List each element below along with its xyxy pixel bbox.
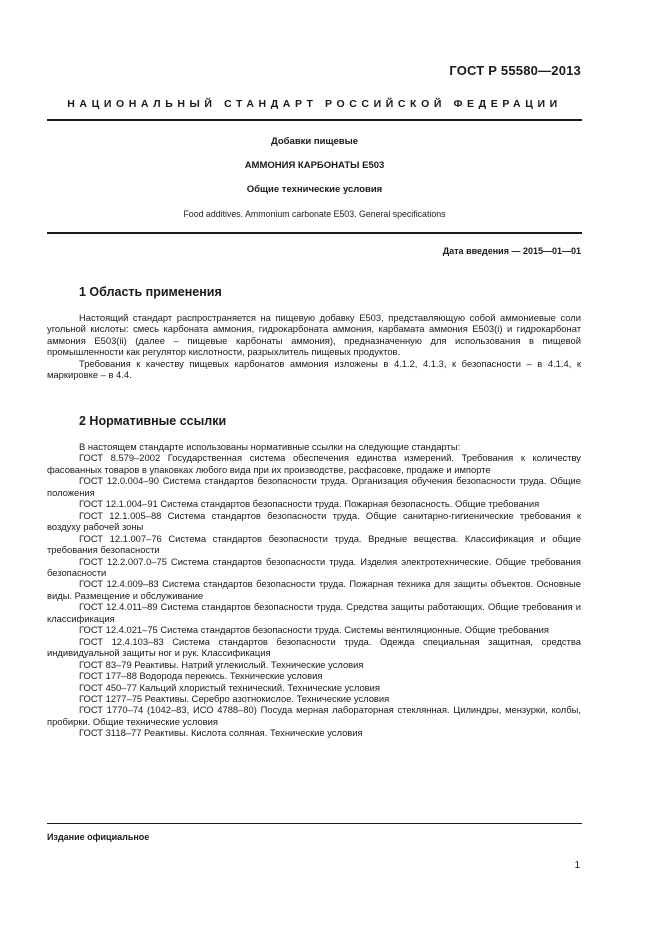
normative-reference: ГОСТ 12.4.009–83 Система стандартов безопасности труда. Пожарная техника для защиты объектов. Основные виды. Размещение и обслуживание	[47, 578, 581, 601]
normative-reference: ГОСТ 12.4.103–83 Система стандартов безопасности труда. Одежда специальная защитная, средства индивидуальной защиты ног и рук. Классификация	[47, 635, 581, 659]
normative-reference: ГОСТ 1770–74 (1042–83, ИСО 4788–80) Посуда мерная лабораторная стеклянная. Цилиндры, мензурки, колбы, пробирки. Общие технические условия	[47, 704, 581, 727]
normative-reference: ГОСТ 12.4.021–75 Система стандартов безопасности труда. Системы вентиляционные. Общие требования	[79, 624, 549, 636]
section-2-body	[47, 441, 581, 739]
official-edition-label: Издание официальное	[47, 832, 150, 842]
normative-reference: ГОСТ 12.1.004–91 Система стандартов безопасности труда. Пожарная безопасность. Общие требования	[79, 498, 540, 510]
normative-reference: ГОСТ 12.1.007–76 Система стандартов безопасности труда. Вредные вещества. Классификация и общие требования безопасности	[47, 532, 581, 556]
header-divider	[47, 119, 582, 121]
section-1-paragraph: Настоящий стандарт распространяется на пищевую добавку Е503, представляющую собой аммониевые соли угольной кислоты: смесь карбоната аммония, гидрокарбоната аммония, карбамата аммония Е503(i) и гидрокарбонат аммония Е503(ii) (далее – пищевые карбонаты аммония), предназначенную для использования в пищевой промышленности как регулятор кислотности, разрыхлитель пищевых продуктов.	[47, 312, 581, 358]
normative-reference: ГОСТ 3118–77 Реактивы. Кислота соляная. Технические условия	[79, 727, 363, 739]
section-1-paragraph: Требования к качеству пищевых карбонатов аммония изложены в 4.1.2, 4.1.3, к безопасности – в 4.1.4, к маркировке – в 4.4.	[47, 357, 581, 381]
title-subtitle: Общие технические условия	[246, 184, 383, 195]
normative-reference: ГОСТ 177–88 Водорода перекись. Технические условия	[79, 670, 323, 682]
title-category: Добавки пищевые	[270, 136, 359, 147]
title-divider	[47, 232, 582, 234]
national-standard-banner: НАЦИОНАЛЬНЫЙ СТАНДАРТ РОССИЙСКОЙ ФЕДЕРАЦИИ	[67, 98, 562, 110]
normative-reference: ГОСТ 450–77 Кальций хлористый технический. Технические условия	[79, 681, 380, 693]
normative-reference: ГОСТ 1277–75 Реактивы. Серебро азотнокислое. Технические условия	[79, 692, 390, 704]
footer-divider	[47, 823, 582, 824]
introduction-date: Дата введения — 2015—01—01	[442, 246, 581, 256]
section-1-heading: 1 Область применения	[79, 285, 222, 299]
normative-reference: ГОСТ 12.1.005–88 Система стандартов безопасности труда. Общие санитарно-гигиенические требования к воздуху рабочей зоны	[47, 509, 581, 533]
page-number: 1	[574, 860, 580, 871]
normative-reference: ГОСТ 8.579–2002 Государственная система обеспечения единства измерений. Требования к количеству фасованных товаров в упаковках любого вида при их производстве, расфасовке, продаже и импорте	[47, 452, 581, 475]
normative-reference: ГОСТ 83–79 Реактивы. Натрий углекислый. Технические условия	[79, 658, 364, 670]
title-main: АММОНИЯ КАРБОНАТЫ Е503	[244, 160, 385, 171]
normative-reference: ГОСТ 12.0.004–90 Система стандартов безопасности труда. Организация обучения безопасности труда. Общие положения	[47, 475, 581, 498]
section-1-body	[47, 312, 581, 381]
document-code: ГОСТ Р 55580—2013	[449, 63, 581, 78]
section-2-heading: 2 Нормативные ссылки	[79, 414, 227, 428]
section-2-intro: В настоящем стандарте использованы нормативные ссылки на следующие стандарты:	[79, 441, 461, 452]
normative-reference: ГОСТ 12.4.011–89 Система стандартов безопасности труда. Средства защиты работающих. Общие требования и классификация	[47, 601, 581, 624]
title-english: Food additives. Ammonium carbonate E503. General specifications	[183, 209, 446, 219]
normative-reference: ГОСТ 12.2.007.0–75 Система стандартов безопасности труда. Изделия электротехнические. Общие требования безопасности	[47, 555, 581, 578]
